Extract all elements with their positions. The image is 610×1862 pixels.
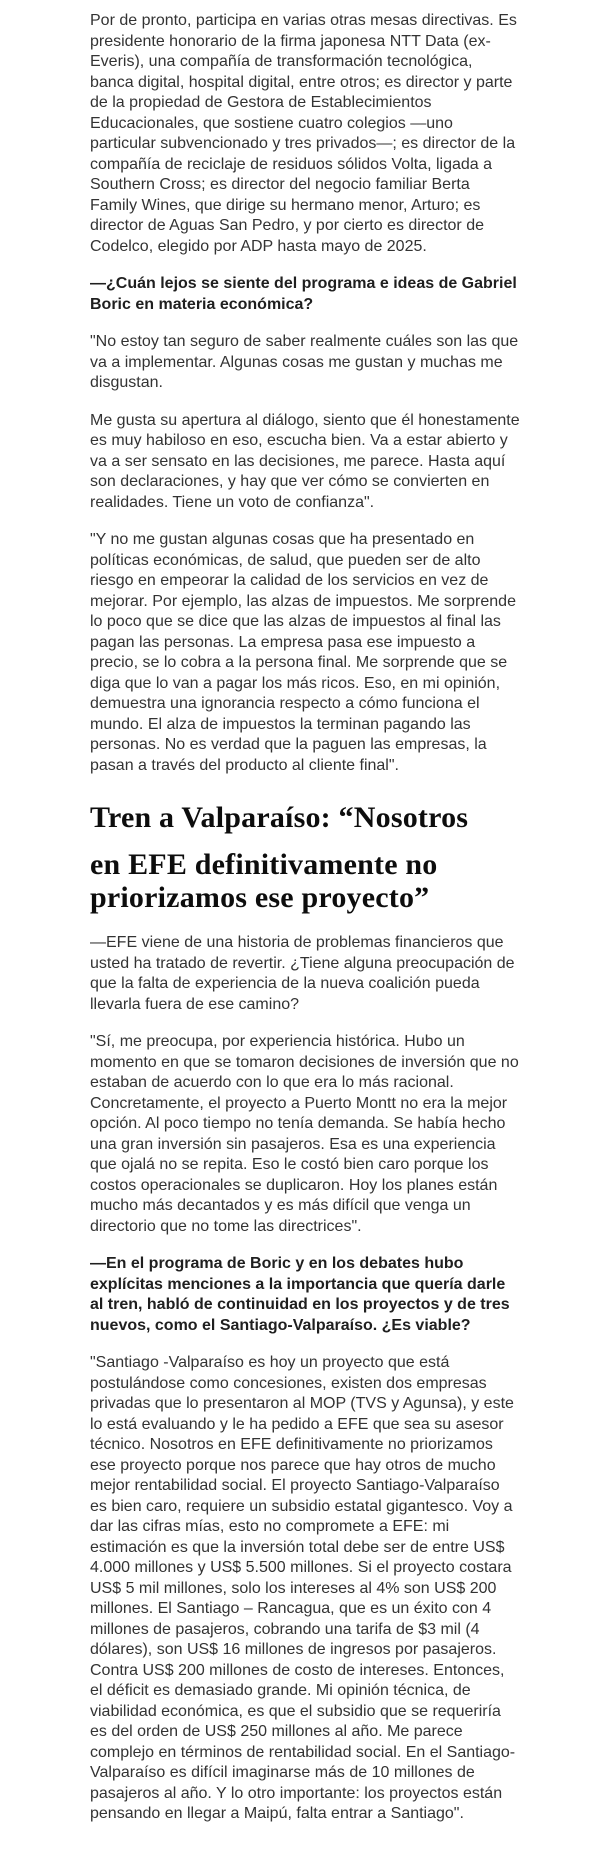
article-body: [90, 0, 520, 1862]
interview-question: —En el programa de Boric y en los debates hubo explícitas menciones a la importancia que quería darle al tren, habló de continuidad en los proyectos y de tres nuevos, como el Santiago-Valparaíso. ¿Es viable?: [90, 1255, 510, 1334]
interview-question-plain: —EFE viene de una historia de problemas financieros que usted ha tratado de revertir. ¿Tiene alguna preocupación de que la falta de experiencia de la nueva coalición pueda llevarla fuera de ese camino?: [90, 934, 515, 1013]
article-paragraph: "Sí, me preocupa, por experiencia histórica. Hubo un momento en que se tomaron decisiones de inversión que no estaban de acuerdo con lo que era lo más racional. Concretamente, el proyecto a Puerto Montt no era la mejor opción. Al poco tiempo no tenía demanda. Se había hecho una gran inversión sin pasajeros. Esa es una experiencia que ojalá no se repita. Eso le costó bien caro porque los costos operacionales se duplicaron. Hoy los planes están mucho más decantados y es más difícil que venga un directorio que no tome las directrices".: [90, 1033, 519, 1235]
interview-question: —¿Cuán lejos se siente del programa e ideas de Gabriel Boric en materia económica?: [90, 275, 517, 313]
article-paragraph: "Y no me gustan algunas cosas que ha presentado en políticas económicas, de salud, que pueden ser de alto riesgo en empeorar la calidad de los servicios en vez de mejorar. Por ejemplo, las alzas de impuestos. Me sorprende lo poco que se dice que las alzas de impuestos al final las pagan las personas. La empresa pasa ese impuesto a precio, se lo cobra a la persona final. Me sorprende que se diga que lo van a pagar los más ricos. Eso, en mi opinión, demuestra una ignorancia respecto a cómo funciona el mundo. El alza de impuestos la terminan pagando las personas. No es verdad que la paguen las empresas, la pasan a través del producto al cliente final".: [90, 531, 516, 774]
section-heading-line-1: Tren a Valparaíso: “Nosotros: [90, 801, 469, 834]
article-paragraph: Me gusta su apertura al diálogo, siento que él honestamente es muy habiloso en eso, escucha bien. Va a estar abierto y va a ser sensato en las decisiones, me parece. Hasta aquí son declaraciones, y hay que ver cómo se convierten en realidades. Tiene un voto de confianza".: [90, 411, 520, 511]
article-paragraph: "No estoy tan seguro de saber realmente cuáles son las que va a implementar. Algunas cosas me gustan y muchas me disgustan.: [90, 333, 519, 391]
article-paragraph: Por de pronto, participa en varias otras mesas directivas. Es presidente honorario de la firma japonesa NTT Data (ex-Everis), una compañía de transformación tecnológica, banca digital, hospital digital, entre otros; es director y parte de la propiedad de Gestora de Establecimientos Educacionales, que sostiene cuatro colegios —uno particular subvencionado y tres privados—; es director de la compañía de reciclaje de residuos sólidos Volta, ligada a Southern Cross; es director del negocio familiar Berta Family Wines, que dirige su hermano menor, Arturo; es director de Aguas San Pedro, y por cierto es director de Codelco, elegido por ADP hasta mayo de 2025.: [90, 12, 517, 255]
article-paragraph: "Santiago -Valparaíso es hoy un proyecto que está postulándose como concesiones, existen dos empresas privadas que lo presentaron al MOP (TVS y Agunsa), y este lo está evaluando y le ha pedido a EFE que sea su asesor técnico. Nosotros en EFE definitivamente no priorizamos ese proyecto porque nos parece que hay otros de mucho mejor rentabilidad social. El proyecto Santiago-Valparaíso es bien caro, requiere un subsidio estatal gigantesco. Voy a dar las cifras mías, esto no compromete a EFE: mi estimación es que la inversión total debe ser de entre US$ 4.000 millones y US$ 5.500 millones. Si el proyecto costara US$ 5 mil millones, solo los intereses al 4% son US$ 200 millones. El Santiago – Rancagua, que es un éxito con 4 millones de pasajeros, cobrando una tarifa de $3 mil (4 dólares), son US$ 16 millones de ingresos por pasajeros. Contra US$ 200 millones de costo de intereses. Entonces, el déficit es demasiado grande. Mi opinión técnica, de viabilidad económica, es que el subsidio que se requeriría es del orden de US$ 250 millones al año. Me parece complejo en términos de rentabilidad social. En el Santiago-Valparaíso es difícil imaginarse más de 10 millones de pasajeros al año. Y lo otro importante: los proyectos están pensando en llegar a Maipú, falta entrar a Santiago".: [90, 1354, 516, 1822]
section-heading-line-2: en EFE definitivamente no priorizamos ese proyecto”: [90, 848, 438, 914]
